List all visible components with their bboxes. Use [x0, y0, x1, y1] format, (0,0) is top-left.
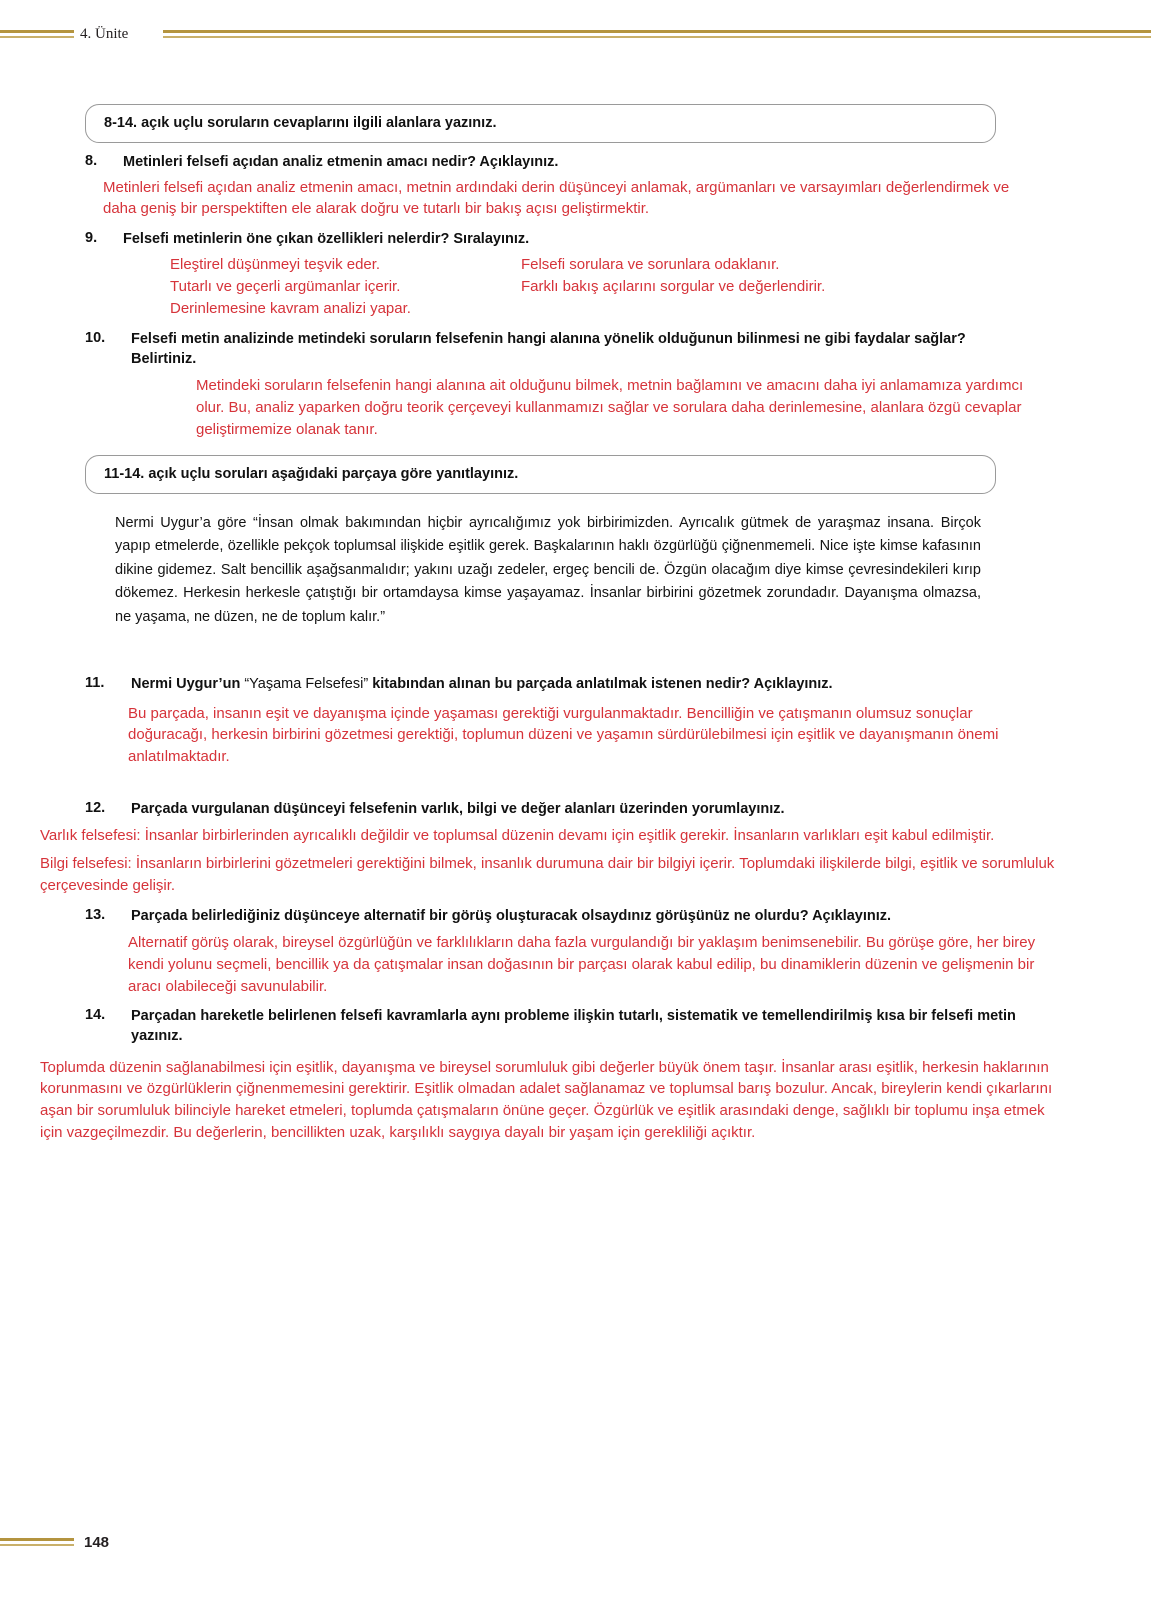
question-11-rest: kitabından alınan bu parçada anlatılmak istenen nedir? Açıklayınız.	[372, 675, 833, 692]
question-11-booktitle: “Yaşama Felsefesi”	[240, 675, 373, 692]
question-9	[0, 230, 1151, 250]
question-10-text: Felsefi metin analizinde metindeki soruların felsefenin hangi alanına yönelik olduğunun bilinmesi ne gibi faydalar sağlar? Belirtiniz.	[131, 331, 966, 367]
answer-11: Bu parçada, insanın eşit ve dayanışma içinde yaşaması gerektiği vurgulanmaktadır. Bencilliğin ve çatışmanın olumsuz sonuçlar doğuracağı, herkesin birbirini gözetmesi gerektiği, toplumun düzeni ve yaşamın sürdürülebilmesi için eşitlik ve dayanışmanın önemi anlatılmaktadır.	[128, 704, 999, 766]
reading-passage: Nermi Uygur’a göre “İnsan olmak bakımından hiçbir ayrıcalığımız yok birbirimizden. Ayrıcalık gütmek de yaraşmaz insana. Birçok yapıp etmelerde, özellikle pekçok toplumsal ilişkide eşitlik gerek. Başkalarının haklı özgürlüğü çiğnenmemeli. Nice işte kimse kafasının dikine gidemez. Salt bencillik aşağsanmalıdır; yakını uzağı zedeler, ergeç bencili de. Özgün olacağım diye kimse çevresindekileri kırıp dökemez. Herkesin herkesle çatıştığı bir ortamdaysa kimse yaşayamaz. İnsanlar birbirini gözetmek zorundadır. Dayanışma olmazsa, ne yaşama, ne düzen, ne de toplum kalır.”	[115, 514, 981, 625]
answer-9	[170, 254, 1041, 321]
page-content	[0, 104, 1151, 1144]
header-rule-right	[163, 30, 1151, 46]
answer-8: Metinleri felsefi açıdan analiz etmenin amacı, metnin ardındaki derin düşünceyi anlamak, argümanları ve varsayımları değerlendirmek ve daha geniş bir perspektiften ele alarak doğru ve tutarlı bir bakış açısı geliştirmektir.	[103, 178, 1010, 218]
answer-10: Metindeki soruların felsefenin hangi alanına ait olduğunu bilmek, metnin bağlamını ve amacını daha iyi anlamamıza yardımcı olur. Bu, analiz yaparken doğru teorik çerçeveyi kullanmamızı sağlar ve sorulara daha derinlemesine, alanlara özgü cevaplar geliştirmemize olanak tanır.	[196, 377, 1024, 438]
question-14-number: 14.	[85, 1007, 106, 1024]
page-number: 148	[84, 1534, 110, 1551]
question-13-number: 13.	[85, 906, 106, 923]
question-12-number: 12.	[85, 799, 106, 816]
answer-9-column-right	[521, 254, 825, 321]
answer-14: Toplumda düzenin sağlanabilmesi için eşitlik, dayanışma ve bireysel sorumluluk gibi değerler büyük önem taşır. İnsanlar arası eşitlik, herkesin haklarının korunmasını ve özgürlüklerin çiğnenmemesini gerektirir. Eşitlik olmadan adalet sağlanamaz ve toplumsal barış bozulur. Ancak, bireylerin kendi çıkarlarını aşan bir sorumluluk bilinciyle hareket etmeleri, toplumda çatışmaların önüne geçer. Özgürlük ve eşitlik arasındaki denge, sağlıklı bir toplumu inşa etmek için vazgeçilmezdir. Bu değerlerin, bencillikten uzak, karşılıklı saygıya dayalı bir yaşam için gerekliliği açıktır.	[40, 1058, 1053, 1141]
header-rule-left	[0, 30, 74, 46]
answer-13: Alternatif görüş olarak, bireysel özgürlüğün ve farklılıkların daha fazla vurgulandığı bir yaklaşım benimsenebilir. Bu görüşe göre, her birey kendi yolunu seçmeli, bencillik ya da çatışmalar insan doğasının bir parçası olarak kabul edilip, bu dinamiklerin düzenin ve gelişmenin bir aracı olabileceği savunulabilir.	[128, 934, 1036, 995]
question-8-text: Metinleri felsefi açıdan analiz etmenin amacı nedir? Açıklayınız.	[123, 154, 559, 170]
question-14-text: Parçadan hareketle belirlenen felsefi kavramlarla aynı probleme ilişkin tutarlı, sistematik ve temellendirilmiş kısa bir felsefi metin yazınız.	[131, 1008, 1016, 1044]
question-13	[0, 907, 1151, 927]
question-14	[0, 1007, 1151, 1046]
page-footer	[0, 1534, 1151, 1564]
question-9-number: 9.	[85, 230, 98, 247]
answer-9-item: Eleştirel düşünmeyi teşvik eder.	[170, 255, 381, 273]
answer-9-item: Tutarlı ve geçerli argümanlar içerir.	[170, 277, 401, 295]
answer-9-column-left	[170, 254, 411, 321]
question-13-text: Parçada belirlediğiniz düşünceye alternatif bir görüş oluşturacak olsaydınız görüşünüz ne olurdu? Açıklayınız.	[131, 907, 892, 924]
question-11-text	[131, 675, 833, 695]
question-8-number: 8.	[85, 153, 98, 169]
question-12	[0, 800, 1151, 820]
question-8	[0, 153, 1151, 173]
page-header	[0, 26, 1151, 60]
question-12-text: Parçada vurgulanan düşünceyi felsefenin varlık, bilgi ve değer alanları üzerinden yorumlayınız.	[131, 800, 785, 817]
answer-9-item: Farklı bakış açılarını sorgular ve değerlendirir.	[520, 277, 826, 295]
question-10-number: 10.	[85, 330, 106, 347]
footer-rule	[0, 1538, 74, 1549]
answer-12-line-2: Bilgi felsefesi: İnsanların birbirlerini gözetmeleri gerektiğini bilmek, insanlık durumuna dair bir bilgiyi içerir. Toplumdaki ilişkilerde bilgi, eşitlik ve sorumluluk çerçevesinde gelişir.	[40, 855, 1055, 894]
answer-12-line-1: Varlık felsefesi: İnsanlar birbirlerinden ayrıcalıklı değildir ve toplumsal düzenin devamı için eşitlik gerekir. İnsanların varlıkları eşit kabul edilmiştir.	[40, 827, 995, 845]
answer-9-item: Felsefi sorulara ve sorunlara odaklanır.	[520, 255, 780, 273]
instruction-box-8-14: 8-14. açık uçlu soruların cevaplarını ilgili alanlara yazınız.	[85, 104, 996, 143]
unit-label: 4. Ünite	[80, 26, 129, 42]
question-11-author: Nermi Uygur’un	[131, 675, 241, 692]
question-9-text: Felsefi metinlerin öne çıkan özellikleri nelerdir? Sıralayınız.	[123, 231, 530, 248]
instruction-box-11-14: 11-14. açık uçlu soruları aşağıdaki parçaya göre yanıtlayınız.	[85, 455, 996, 494]
answer-9-item: Derinlemesine kavram analizi yapar.	[170, 300, 411, 317]
question-11-number: 11.	[85, 674, 105, 691]
question-11	[0, 675, 1151, 695]
question-10	[0, 330, 1151, 369]
